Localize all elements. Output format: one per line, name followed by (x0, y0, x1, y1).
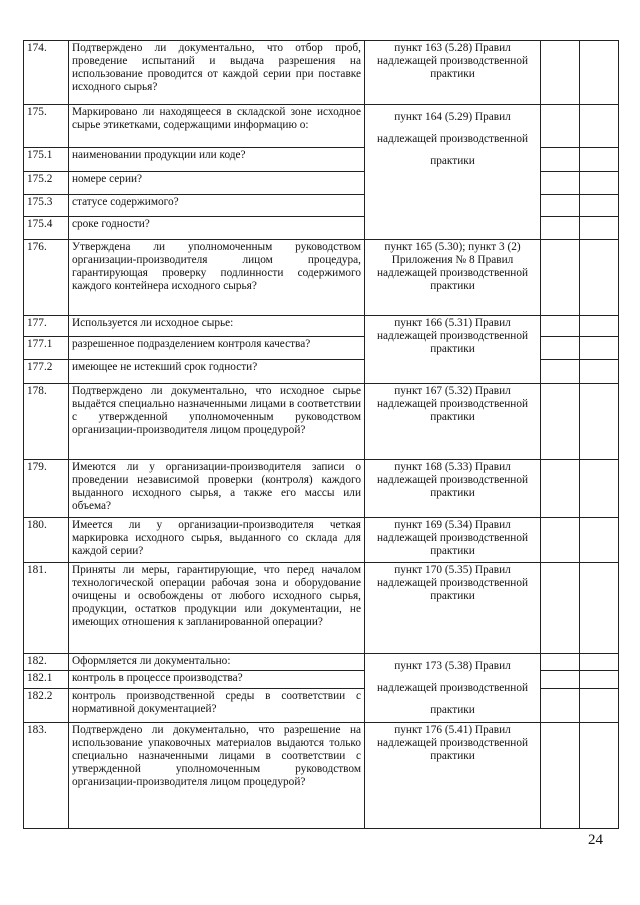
question-text: контроль в процессе производства? (69, 671, 365, 688)
question-text: Используется ли исходное сырье: (69, 316, 365, 337)
note-cell (580, 316, 619, 337)
note-cell (580, 217, 619, 240)
note-cell (580, 688, 619, 723)
table-row (24, 240, 619, 316)
note-cell (580, 723, 619, 829)
table-row (24, 460, 619, 518)
table-row (24, 316, 619, 337)
item-number: 177.1 (24, 337, 69, 360)
question-text: наименовании продукции или коде? (69, 148, 365, 172)
reference-text: пункт 163 (5.28) Правил надлежащей производственной практики (365, 41, 541, 105)
answer-cell (541, 172, 580, 195)
question-text: контроль производственной среды в соответствии с нормативной документацией? (69, 688, 365, 723)
item-number: 183. (24, 723, 69, 829)
item-number: 181. (24, 563, 69, 654)
table-row (24, 518, 619, 563)
answer-cell (541, 195, 580, 217)
note-cell (580, 518, 619, 563)
question-text: Утверждена ли уполномоченным руководством организации-производителя лицом процедура, гарантирующая проверку подлинности содержимого каждого контейнера исходного сырья? (69, 240, 365, 316)
page-number: 24 (588, 832, 603, 848)
note-cell (580, 240, 619, 316)
table-row (24, 384, 619, 460)
reference-text: пункт 169 (5.34) Правил надлежащей производственной практики (365, 518, 541, 563)
item-number: 178. (24, 384, 69, 460)
answer-cell (541, 671, 580, 688)
item-number: 175. (24, 105, 69, 148)
answer-cell (541, 316, 580, 337)
item-number: 177. (24, 316, 69, 337)
item-number: 182. (24, 654, 69, 671)
item-number: 174. (24, 41, 69, 105)
answer-cell (541, 518, 580, 563)
item-number: 176. (24, 240, 69, 316)
question-text: разрешенное подразделением контроля качества? (69, 337, 365, 360)
reference-text: пункт 176 (5.41) Правил надлежащей производственной практики (365, 723, 541, 829)
reference-text: пункт 164 (5.29) Правил надлежащей производственной практики (365, 105, 541, 240)
note-cell (580, 195, 619, 217)
item-number: 175.4 (24, 217, 69, 240)
answer-cell (541, 41, 580, 105)
note-cell (580, 563, 619, 654)
question-text: сроке годности? (69, 217, 365, 240)
answer-cell (541, 384, 580, 460)
answer-cell (541, 688, 580, 723)
table-row (24, 654, 619, 671)
item-number: 175.3 (24, 195, 69, 217)
answer-cell (541, 360, 580, 384)
note-cell (580, 148, 619, 172)
question-text: статусе содержимого? (69, 195, 365, 217)
question-text: Имеется ли у организации-производителя четкая маркировка исходного сырья, выданного со склада для каждой серии? (69, 518, 365, 563)
question-text: Имеются ли у организации-производителя записи о проведении независимой проверки (контроля) каждого выданного исходного сырья, а также его массы или объема? (69, 460, 365, 518)
reference-text: пункт 166 (5.31) Правил надлежащей производственной практики (365, 316, 541, 384)
note-cell (580, 337, 619, 360)
item-number: 175.1 (24, 148, 69, 172)
question-text: имеющее не истекший срок годности? (69, 360, 365, 384)
reference-text: пункт 170 (5.35) Правил надлежащей производственной практики (365, 563, 541, 654)
note-cell (580, 384, 619, 460)
note-cell (580, 671, 619, 688)
table-row (24, 105, 619, 148)
question-text: Оформляется ли документально: (69, 654, 365, 671)
note-cell (580, 360, 619, 384)
reference-text: пункт 165 (5.30); пункт 3 (2) Приложения № 8 Правил надлежащей производственной практики (365, 240, 541, 316)
item-number: 177.2 (24, 360, 69, 384)
item-number: 180. (24, 518, 69, 563)
question-text: номере серии? (69, 172, 365, 195)
table-row (24, 723, 619, 829)
answer-cell (541, 460, 580, 518)
table-row (24, 41, 619, 105)
note-cell (580, 460, 619, 518)
item-number: 175.2 (24, 172, 69, 195)
checklist-table (23, 40, 619, 829)
question-text: Подтверждено ли документально, что исходное сырье выдаётся специально назначенными лицами в соответствии с утвержденной уполномоченным руководством организации-производителя лицом процедурой? (69, 384, 365, 460)
note-cell (580, 105, 619, 148)
reference-text: пункт 167 (5.32) Правил надлежащей производственной практики (365, 384, 541, 460)
answer-cell (541, 105, 580, 148)
answer-cell (541, 240, 580, 316)
answer-cell (541, 217, 580, 240)
answer-cell (541, 723, 580, 829)
answer-cell (541, 148, 580, 172)
item-number: 182.2 (24, 688, 69, 723)
note-cell (580, 172, 619, 195)
answer-cell (541, 337, 580, 360)
reference-text: пункт 168 (5.33) Правил надлежащей производственной практики (365, 460, 541, 518)
answer-cell (541, 563, 580, 654)
question-text: Приняты ли меры, гарантирующие, что перед началом технологической операции рабочая зона и оборудование очищены и освобождены от любого исходного сырья, продукции, остатков продукции или документации, не имеющих отношения к запланированной операции? (69, 563, 365, 654)
table-row (24, 563, 619, 654)
item-number: 182.1 (24, 671, 69, 688)
item-number: 179. (24, 460, 69, 518)
note-cell (580, 654, 619, 671)
question-text: Подтверждено ли документально, что отбор проб, проведение испытаний и выдача разрешения на использование проводится от каждой серии при поставке исходного сырья? (69, 41, 365, 105)
note-cell (580, 41, 619, 105)
answer-cell (541, 654, 580, 671)
question-text: Маркировано ли находящееся в складской зоне исходное сырье этикетками, содержащими информацию о: (69, 105, 365, 148)
question-text: Подтверждено ли документально, что разрешение на использование упаковочных материалов выдаются только специально назначенными лицами в соответствии с утвержденной уполномоченным руководством организации-производителя лицом процедурой? (69, 723, 365, 829)
reference-text: пункт 173 (5.38) Правил надлежащей производственной практики (365, 654, 541, 723)
